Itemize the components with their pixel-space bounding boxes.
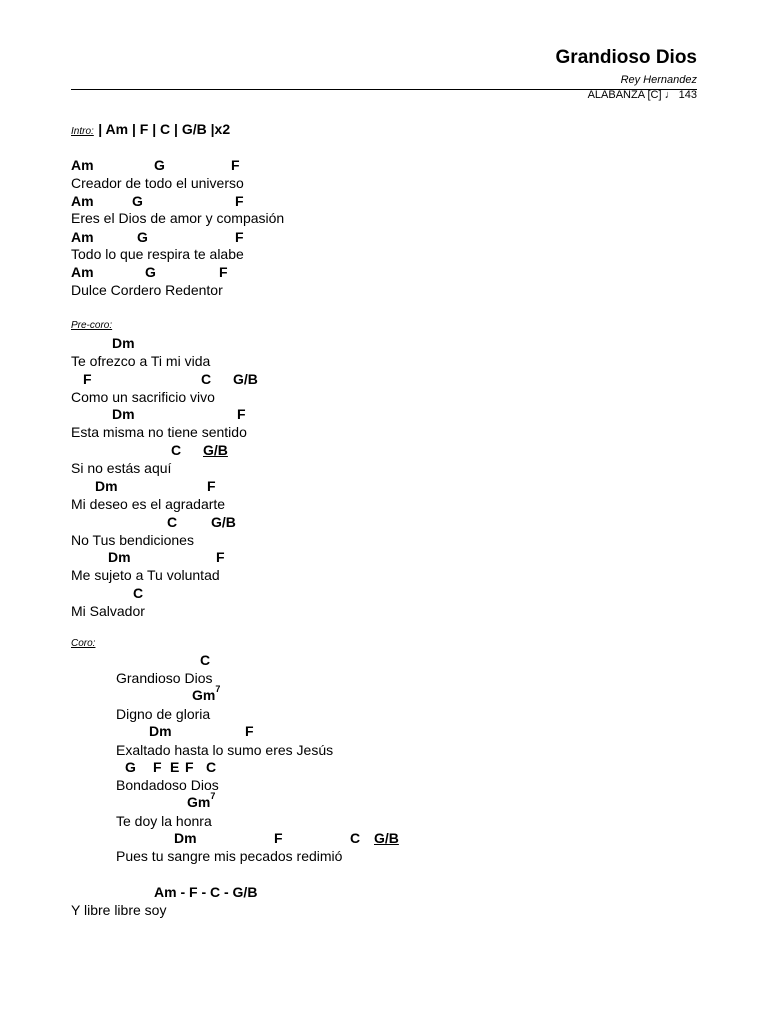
chord: F (83, 371, 92, 387)
chord: Am (71, 229, 94, 245)
lyric-line: Creador de todo el universo (71, 175, 244, 191)
chord: F (153, 759, 162, 775)
chord: Dm (108, 549, 131, 565)
chord: F (235, 229, 244, 245)
chord: Am (71, 264, 94, 280)
chord: C (200, 652, 211, 668)
chord: F (207, 478, 216, 494)
chord: Am - F - C - G/B (154, 884, 258, 900)
chord: F (274, 830, 283, 846)
lyric-line: Pues tu sangre mis pecados redimió (116, 848, 343, 864)
chord: G (154, 157, 165, 173)
lyric-line: Bondadoso Dios (116, 777, 219, 793)
intro-line (71, 121, 230, 139)
song-key-tempo: ALABANZA [C] ♩ 143 (587, 89, 697, 101)
chord: G (137, 229, 148, 245)
lyric-line: Me sujeto a Tu voluntad (71, 567, 220, 583)
precoro-label: Pre-coro: (71, 320, 113, 331)
lyric-line: Te ofrezco a Ti mi vida (71, 353, 211, 369)
lyric-line: No Tus bendiciones (71, 532, 194, 548)
lyric-line: Grandioso Dios (116, 670, 213, 686)
chord: Dm (112, 406, 135, 422)
intro-chord-sequence: | Am | F | C | G/B |x2 (98, 121, 231, 137)
chord: Gm$^7$ (187, 791, 216, 810)
chord: F (231, 157, 240, 173)
chord: G (125, 759, 136, 775)
lyric-line: Y libre libre soy (71, 902, 167, 918)
chord: G/B (211, 514, 236, 530)
chord: Am (71, 193, 94, 209)
chord: C (201, 371, 212, 387)
lyric-line: Eres el Dios de amor y compasión (71, 210, 285, 226)
chord: C (167, 514, 178, 530)
chord: G (145, 264, 156, 280)
chord: G/B (233, 371, 258, 387)
chord: Dm (112, 335, 135, 351)
chord: F (219, 264, 228, 280)
lyric-line: Dulce Cordero Redentor (71, 282, 223, 298)
chord: F (185, 759, 194, 775)
lyric-line: Esta misma no tiene sentido (71, 424, 247, 440)
chord: Am (71, 157, 94, 173)
lyric-line: Como un sacrificio vivo (71, 389, 215, 405)
chord: C (206, 759, 217, 775)
chord: G/B (374, 830, 399, 846)
chord: F (237, 406, 246, 422)
chord: Dm (149, 723, 172, 739)
coro-label: Coro: (71, 638, 96, 649)
lyric-line: Exaltado hasta lo sumo eres Jesús (116, 742, 334, 758)
lyric-line: Digno de gloria (116, 706, 211, 722)
chord: F (245, 723, 254, 739)
chord: Dm (95, 478, 118, 494)
chord: C (171, 442, 182, 458)
lyric-line: Mi deseo es el agradarte (71, 496, 226, 512)
song-author: Rey Hernandez (620, 74, 697, 86)
chord: F (235, 193, 244, 209)
chord: C (133, 585, 144, 601)
lyric-line: Mi Salvador (71, 603, 145, 619)
chord: E (170, 759, 180, 775)
lyric-line: Te doy la honra (116, 813, 212, 829)
chord: G (132, 193, 143, 209)
chord: Gm$^7$ (192, 684, 221, 703)
chord: G/B (203, 442, 228, 458)
lyric-line: Todo lo que respira te alabe (71, 246, 244, 262)
chord: F (216, 549, 225, 565)
song-title: Grandioso Dios (555, 47, 697, 68)
chord: Dm (174, 830, 197, 846)
chord: C (350, 830, 361, 846)
lyric-line: Si no estás aquí (71, 460, 172, 476)
intro-label: Intro: (71, 126, 94, 137)
